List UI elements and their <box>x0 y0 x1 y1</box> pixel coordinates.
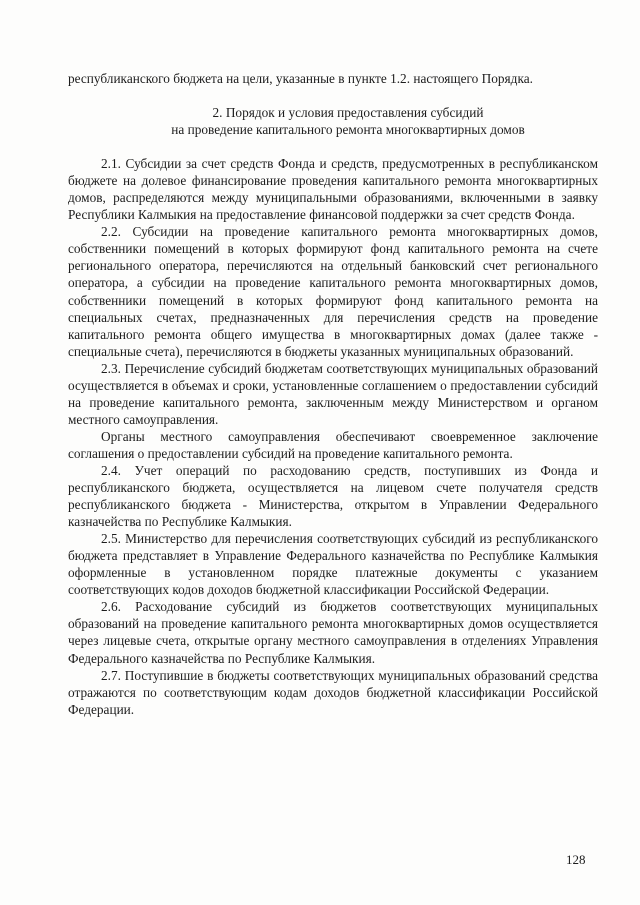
document-body <box>68 70 598 718</box>
paragraph-2-3: 2.3. Перечисление субсидий бюджетам соответствующих муниципальных образований осуществляется в объемах и сроки, установленные соглашением о предоставлении субсидий на проведение капитального ремонта, заключенным между Министерством и органом местного самоуправления. <box>68 360 598 427</box>
intro-paragraph: республиканского бюджета на цели, указанные в пункте 1.2. настоящего Порядка. <box>68 71 533 86</box>
paragraph-2-2: 2.2. Субсидии на проведение капитального ремонта многоквартирных домов, собственники помещений в которых формируют фонд капитального ремонта на счете регионального оператора, перечисляются на отдельный банковский счет регионального оператора, а субсидии на проведение капитального ремонта многоквартирных домов, собственники помещений в которых формируют фонд капитального ремонта на специальных счетах, предназначенных для перечисления средств на проведение капитального ремонта общего имущества в многоквартирных домах (далее также - специальные счета), перечисляются в бюджеты указанных муниципальных образований. <box>68 224 598 359</box>
section-title-line-2: на проведение капитального ремонта многоквартирных домов <box>171 122 525 138</box>
section-title-line-1: 2. Порядок и условия предоставления субсидий <box>212 105 484 121</box>
paragraph-2-6: 2.6. Расходование субсидий из бюджетов соответствующих муниципальных образований на проведение капитального ремонта многоквартирных домов осуществляется через лицевые счета, открытые органу местного самоуправления в отделениях Управления Федерального казначейства по Республике Калмыкия. <box>68 599 598 666</box>
paragraph-2-1: 2.1. Субсидии за счет средств Фонда и средств, предусмотренных в республиканском бюджете на долевое финансирование проведения капитального ремонта многоквартирных домов, распределяются между муниципальными образованиями, включенными в заявку Республики Калмыкия на предоставление финансовой поддержки за счет средств Фонда. <box>68 156 598 223</box>
page-number: 128 <box>566 852 586 867</box>
paragraph-2-4: 2.4. Учет операций по расходованию средств, поступивших из Фонда и республиканского бюджета, осуществляется на лицевом счете получателя средств республиканского бюджета - Министерства, открытом в Управлении Федерального казначейства по Республике Калмыкия. <box>68 462 598 530</box>
section-heading <box>68 104 598 138</box>
paragraph-2-7: 2.7. Поступившие в бюджеты соответствующих муниципальных образований средства отражаются по соответствующим кодам доходов бюджетной классификации Российской Федерации. <box>68 667 598 717</box>
paragraph-2-5: 2.5. Министерство для перечисления соответствующих субсидий из республиканского бюджета представляет в Управление Федерального казначейства по Республике Калмыкия оформленные в установленном порядке платежные документы с указанием соответствующих кодов доходов бюджетной классификации Российской Федерации. <box>68 531 598 598</box>
paragraph-2-3-continued: Органы местного самоуправления обеспечивают своевременное заключение соглашения о предоставлении субсидий на проведение капитального ремонта. <box>68 428 598 461</box>
